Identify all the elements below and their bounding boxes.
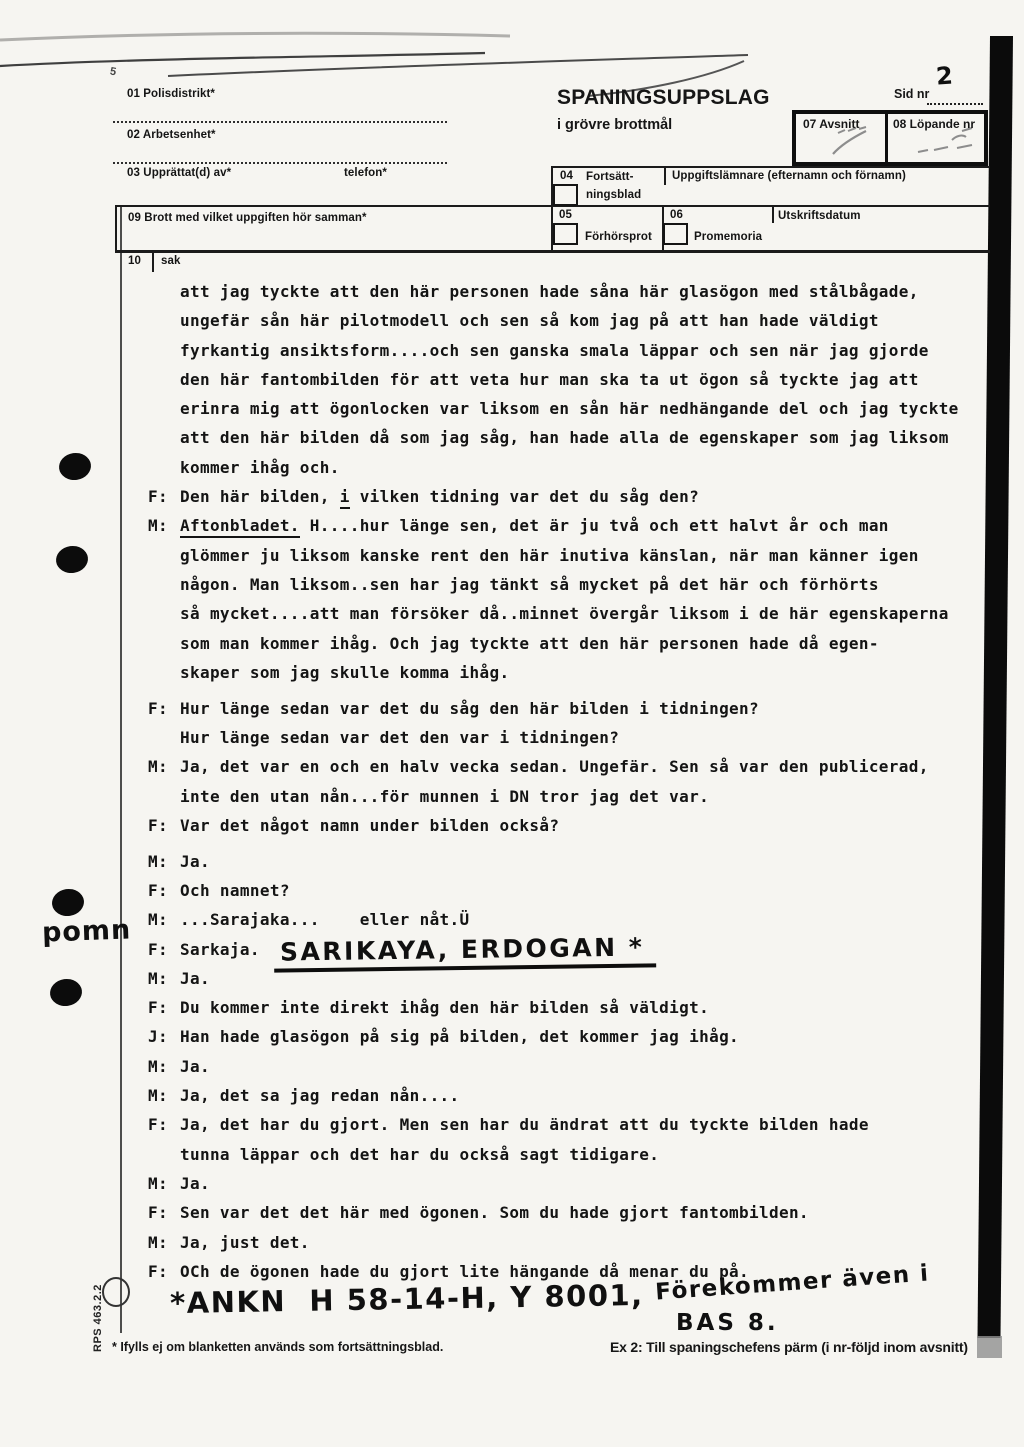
transcript-text: Ja. <box>180 851 210 871</box>
transcript-line <box>148 993 1012 1022</box>
field-polisdistrikt-label: 01 Polisdistrikt* <box>127 88 215 100</box>
page-number-value: 2 <box>935 61 954 91</box>
transcript-text: Han hade glasögon på sig på bilden, det kommer jag ihåg. <box>180 1027 740 1047</box>
field-arbetsenhet-input-line[interactable] <box>113 162 447 164</box>
transcript-text: Den här bilden, <box>180 487 340 507</box>
field-upprattad-av-label: 03 Upprättat(d) av* <box>127 167 232 179</box>
speaker-label: F: <box>148 998 168 1018</box>
form-line <box>551 166 990 168</box>
field-04-number: 04 <box>560 170 573 182</box>
speaker-label: M: <box>148 851 168 871</box>
transcript-text: fyrkantig ansiktsform....och sen ganska smala läppar och sen när jag gjorde <box>180 340 929 360</box>
transcript-text: Ja, det sa jag redan nån.... <box>180 1086 460 1106</box>
document-subtitle: i grövre brottmål <box>557 117 673 133</box>
field-fortsattningsblad-label-1: Fortsätt- <box>586 171 634 183</box>
transcript-line <box>148 658 1012 687</box>
transcript-line <box>148 723 1012 752</box>
transcript-line <box>148 541 1012 570</box>
speaker-label: M: <box>148 1173 168 1193</box>
transcript-text: Och namnet? <box>180 880 290 900</box>
speaker-label: F: <box>148 487 168 507</box>
field-sak-label: sak <box>161 255 181 267</box>
transcript-text: Ja. <box>180 968 210 988</box>
field-arbetsenhet-label: 02 Arbetsenhet* <box>127 129 216 141</box>
promemoria-checkbox[interactable] <box>663 223 688 245</box>
transcript-text: Ja, det har du gjort. Men sen har du ändrat att du tyckte bilden hade <box>180 1115 869 1135</box>
transcript-line <box>148 306 1012 335</box>
transcript-text: erinra mig att ögonlocken var liksom en sån här nedhängande del och jag tyckte <box>180 399 959 419</box>
transcript-text: Ja, just det. <box>180 1232 310 1252</box>
speaker-label: M: <box>148 1056 168 1076</box>
footer-note-left: * Ifylls ej om blanketten används som fortsättningsblad. <box>112 1340 444 1354</box>
transcript-text: Hur länge sedan var det du såg den här bilden i tidningen? <box>180 698 760 718</box>
field-06-number: 06 <box>670 209 683 221</box>
transcript-line <box>148 599 1012 628</box>
bottom-note-bas8: BAS 8. <box>676 1310 779 1336</box>
hole-punch <box>54 544 89 575</box>
transcript-text: H....hur länge sen, det är ju två och ett halvt år och man <box>299 516 889 536</box>
transcript-line <box>148 482 1012 511</box>
transcript-line <box>148 453 1012 482</box>
hole-punch <box>50 887 85 918</box>
speaker-label: M: <box>148 1232 168 1252</box>
transcript-text: ungefär sån här pilotmodell och sen så kom jag på att han hade väldigt <box>180 311 879 331</box>
margin-note-handwritten: pomn <box>41 914 132 949</box>
transcript-text: vilken tidning var det du såg den? <box>349 487 700 507</box>
transcript-text: Var det något namn under bilden också? <box>180 815 560 835</box>
underlined-text: Aftonbladet. <box>180 516 300 538</box>
transcript-text: inte den utan nån...för munnen i DN tror jag det var. <box>180 786 710 806</box>
transcript-text: att den här bilden då som jag såg, han hade alla de egenskaper som jag liksom <box>180 428 949 448</box>
transcript-line <box>148 1052 1012 1081</box>
transcript-text: Ja. <box>180 1056 210 1076</box>
avsnitt-lopande-box <box>792 110 988 166</box>
fortsattningsblad-checkbox[interactable] <box>553 184 578 206</box>
field-promemoria-label: Promemoria <box>694 231 763 243</box>
speaker-label: F: <box>148 1115 168 1135</box>
transcript-line <box>148 1110 1012 1139</box>
transcript-line <box>148 1081 1012 1110</box>
page-number-dotted-line <box>927 103 983 105</box>
transcript-text: att jag tyckte att den här personen hade såna här glasögon med stålbågade, <box>180 282 919 301</box>
transcript-line <box>148 932 1012 967</box>
transcript-line <box>148 782 1012 811</box>
transcript-line <box>148 570 1012 599</box>
transcript-line <box>148 876 1012 905</box>
transcript-text: Ja. <box>180 1173 210 1193</box>
left-margin-line <box>120 205 122 1333</box>
transcript-text: skaper som jag skulle komma ihåg. <box>180 662 510 682</box>
speaker-label: F: <box>148 698 168 718</box>
transcript-line <box>148 365 1012 394</box>
handwritten-name-annotation: SARIKAYA, ERDOGAN * <box>274 935 657 972</box>
form-line <box>152 253 154 272</box>
transcript-line <box>148 905 1012 934</box>
box-divider <box>885 114 888 162</box>
page-number-label: Sid nr <box>894 87 930 101</box>
field-utskriftsdatum-label: Utskriftsdatum <box>778 210 861 222</box>
transcript-line <box>148 1228 1012 1257</box>
transcript-text: tunna läppar och det har du också sagt tidigare. <box>180 1144 660 1164</box>
transcript-text: glömmer ju liksom kanske rent den här inutiva känslan, när man känner igen <box>180 545 919 565</box>
field-avsnitt-label: 07 Avsnitt <box>803 117 860 131</box>
margin-circle-mark <box>102 1277 130 1307</box>
field-uppgiftslamnare-label: Uppgiftslämnare (efternamn och förnamn) <box>672 170 906 182</box>
speaker-label: F: <box>148 880 168 900</box>
transcript <box>148 277 1012 1286</box>
transcript-line <box>148 629 1012 658</box>
field-forhorsprot-label: Förhörsprot <box>585 231 652 243</box>
speaker-label: J: <box>148 1027 168 1047</box>
transcript-line <box>148 694 1012 723</box>
stray-mark: 5 <box>109 65 118 79</box>
bottom-note-forekommer: Förekommer även i <box>654 1260 931 1306</box>
transcript-text: Ja, det var en och en halv vecka sedan. Ungefär. Sen så var den publicerad, <box>180 757 929 777</box>
transcript-line <box>148 964 1012 993</box>
transcript-text: OCh de ögonen hade du gjort lite hängande då menar du på. <box>180 1261 750 1281</box>
transcript-text: Hur länge sedan var det den var i tidningen? <box>180 727 620 747</box>
transcript-text: Sarkaja. <box>180 939 260 959</box>
transcript-line <box>148 811 1012 840</box>
transcript-line <box>148 1198 1012 1227</box>
transcript-line <box>148 511 1012 540</box>
speaker-label: F: <box>148 939 168 959</box>
transcript-text: som man kommer ihåg. Och jag tyckte att den här personen hade då egen- <box>180 633 879 653</box>
transcript-text: Sen var det det här med ögonen. Som du hade gjort fantombilden. <box>180 1203 809 1223</box>
field-05-number: 05 <box>559 209 572 221</box>
hole-punch <box>48 977 83 1008</box>
bottom-note-ankn: *ANKN H 58-14-H, Y 8001, <box>169 1277 644 1321</box>
transcript-line <box>148 394 1012 423</box>
field-polisdistrikt-input-line[interactable] <box>113 121 447 123</box>
transcript-text: ...Sarajaka... eller nåt.Ü <box>180 910 470 930</box>
transcript-text: kommer ihåg och. <box>180 457 340 477</box>
speaker-label: M: <box>148 968 168 988</box>
form-line <box>664 168 666 185</box>
form-line <box>115 205 117 252</box>
speaker-label: M: <box>148 1086 168 1106</box>
speaker-label: F: <box>148 1261 168 1281</box>
field-lopande-nr-label: 08 Löpande nr <box>893 117 976 131</box>
forhorsprotokoll-checkbox[interactable] <box>553 223 578 245</box>
footer-note-right: Ex 2: Till spaningschefens pärm (i nr-följd inom avsnitt) <box>610 1339 968 1355</box>
transcript-line <box>148 277 1012 306</box>
transcript-line <box>148 752 1012 781</box>
transcript-line <box>148 1169 1012 1198</box>
speaker-label: M: <box>148 516 168 536</box>
transcript-text: den här fantombilden för att veta hur man ska ta ut ögon så tyckte jag att <box>180 369 919 389</box>
transcript-line <box>148 847 1012 876</box>
form-line <box>772 207 774 223</box>
transcript-line <box>148 336 1012 365</box>
transcript-text: Du kommer inte direkt ihåg den här bilden så väldigt. <box>180 998 710 1018</box>
transcript-line <box>148 1140 1012 1169</box>
field-10-number: 10 <box>128 255 141 267</box>
field-telefon-label: telefon* <box>344 167 387 179</box>
scan-edge-bar-tail <box>977 1336 1002 1358</box>
document-title: SPANINGSUPPSLAG <box>557 86 770 109</box>
transcript-text: någon. Man liksom..sen har jag tänkt så mycket på det här och förhörts <box>180 574 879 594</box>
field-fortsattningsblad-label-2: ningsblad <box>586 189 642 201</box>
transcript-text: så mycket....att man försöker då..minnet övergår liksom i de här egenskaperna <box>180 604 949 624</box>
speaker-label: M: <box>148 757 168 777</box>
transcript-line <box>148 423 1012 452</box>
speaker-label: F: <box>148 1203 168 1223</box>
underlined-text: i <box>340 487 350 509</box>
field-brott-label: 09 Brott med vilket uppgiften hör samman* <box>128 212 367 224</box>
speaker-label: F: <box>148 815 168 835</box>
hole-punch <box>57 451 92 482</box>
transcript-line <box>148 1022 1012 1051</box>
form-code-vertical: RPS 463.2.2 <box>92 1284 104 1352</box>
speaker-label: M: <box>148 910 168 930</box>
